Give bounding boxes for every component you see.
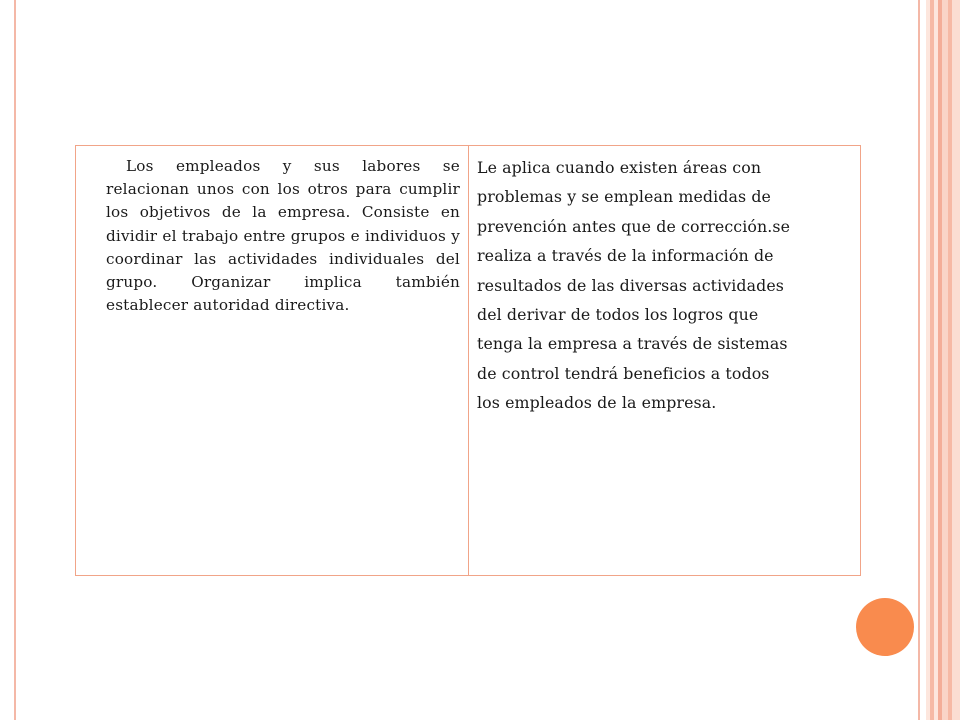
table-cell-right	[469, 146, 860, 575]
decorative-stripes	[926, 0, 960, 720]
content-table	[75, 145, 861, 576]
slide-border-left	[14, 0, 16, 720]
decorative-orange-circle	[856, 598, 914, 656]
slide-border-right	[918, 0, 920, 720]
right-cell-text: Le aplica cuando existen áreas con problemas y se emplean medidas de prevención antes que de corrección.se realiza a través de la información de resultados de las diversas actividades del derivar de todos los logros que tenga la empresa a través de sistemas de control tendrá beneficios a todos los empleados de la empresa.	[477, 158, 791, 413]
left-cell-text: Los empleados y sus labores se relacionan unos con los otros para cumplir los objetivos de la empresa. Consiste en dividir el trabajo entre grupos e individuos y coordinar las actividades individuales del grupo. Organizar implica también establecer autoridad directiva.	[106, 157, 460, 315]
table-cell-left	[76, 146, 469, 575]
